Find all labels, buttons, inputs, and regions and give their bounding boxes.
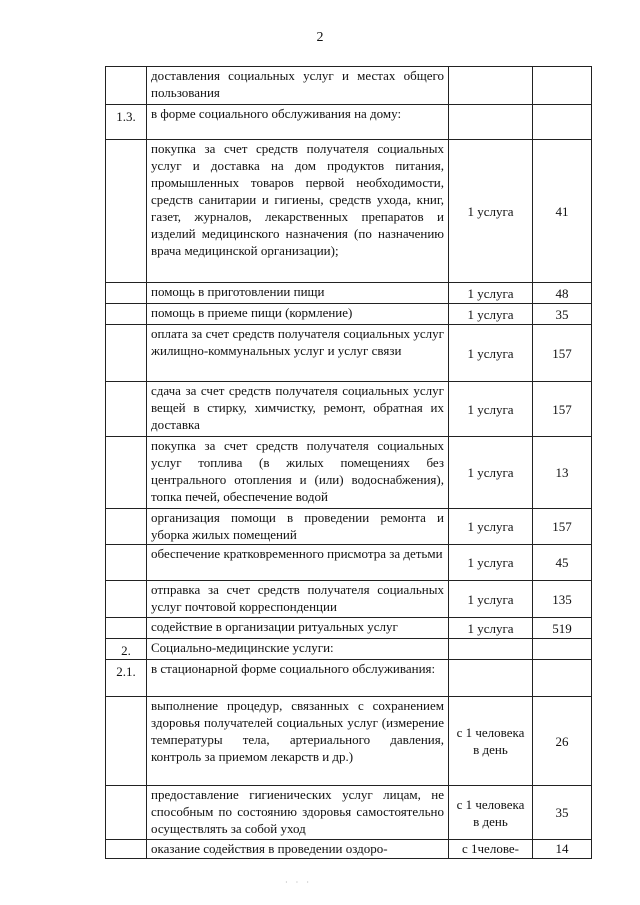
tariff-value: 135 <box>533 581 592 618</box>
row-number <box>106 618 147 639</box>
unit-of-measure: 1 услуга <box>449 382 533 437</box>
tariff-value <box>533 639 592 660</box>
row-number: 1.3. <box>106 105 147 140</box>
unit-of-measure: 1 услуга <box>449 140 533 283</box>
tariff-value: 519 <box>533 618 592 639</box>
service-description: в форме социального обслуживания на дому: <box>147 105 449 140</box>
service-description: доставления социальных услуг и местах общего пользования <box>147 67 449 105</box>
table-row <box>106 382 592 437</box>
page-number: 2 <box>316 30 324 45</box>
table-row <box>106 660 592 697</box>
row-number <box>106 67 147 105</box>
scan-dots: · · · <box>285 878 312 887</box>
row-number <box>106 697 147 786</box>
row-number <box>106 509 147 545</box>
unit-of-measure: 1 услуга <box>449 581 533 618</box>
tariff-value: 35 <box>533 786 592 840</box>
row-number <box>106 545 147 581</box>
unit-of-measure: с 1 человека в день <box>449 786 533 840</box>
table-row <box>106 618 592 639</box>
table-row <box>106 509 592 545</box>
tariff-value: 26 <box>533 697 592 786</box>
row-number <box>106 437 147 509</box>
table-row <box>106 437 592 509</box>
service-description: содействие в организации ритуальных услуг <box>147 618 449 639</box>
service-description: помощь в приготовлении пищи <box>147 283 449 304</box>
tariff-value: 45 <box>533 545 592 581</box>
unit-of-measure <box>449 105 533 140</box>
row-number <box>106 840 147 859</box>
service-description: организация помощи в проведении ремонта и уборка жилых помещений <box>147 509 449 545</box>
tariff-value: 35 <box>533 304 592 325</box>
row-number <box>106 283 147 304</box>
table-row <box>106 67 592 105</box>
tariff-value: 48 <box>533 283 592 304</box>
tariff-table <box>105 66 592 859</box>
unit-of-measure: 1 услуга <box>449 437 533 509</box>
table-row <box>106 325 592 382</box>
tariff-value <box>533 67 592 105</box>
tariff-value: 157 <box>533 509 592 545</box>
unit-of-measure: 1 услуга <box>449 618 533 639</box>
table-row <box>106 105 592 140</box>
row-number: 2.1. <box>106 660 147 697</box>
row-number <box>106 140 147 283</box>
row-number <box>106 786 147 840</box>
tariff-value: 157 <box>533 382 592 437</box>
tariff-value <box>533 105 592 140</box>
service-description: предоставление гигиенических услуг лицам, не способным по состоянию здоровья самостоятельно осуществлять за собой уход <box>147 786 449 840</box>
table-row <box>106 140 592 283</box>
unit-of-measure: с 1челове- <box>449 840 533 859</box>
unit-of-measure: 1 услуга <box>449 509 533 545</box>
table-row <box>106 283 592 304</box>
service-description: выполнение процедур, связанных с сохранением здоровья получателей социальных услуг (измерение температуры тела, артериального давления, контроль за приемом лекарств и др.) <box>147 697 449 786</box>
unit-of-measure: 1 услуга <box>449 325 533 382</box>
service-description: покупка за счет средств получателя социальных услуг и доставка на дом продуктов питания, промышленных товаров первой необходимости, средств санитарии и гигиены, средств ухода, книг, газет, журналов, лекарственных препаратов и изделий медицинского назначения (по назначению врача медицинской организации); <box>147 140 449 283</box>
unit-of-measure: с 1 человека в день <box>449 697 533 786</box>
row-number <box>106 382 147 437</box>
table-row <box>106 697 592 786</box>
service-description: в стационарной форме социального обслуживания: <box>147 660 449 697</box>
row-number: 2. <box>106 639 147 660</box>
unit-of-measure: 1 услуга <box>449 545 533 581</box>
table-row <box>106 786 592 840</box>
table-row <box>106 639 592 660</box>
service-description: обеспечение кратковременного присмотра за детьми <box>147 545 449 581</box>
service-description: оказание содействия в проведении оздоро- <box>147 840 449 859</box>
tariff-value: 41 <box>533 140 592 283</box>
tariff-value: 14 <box>533 840 592 859</box>
unit-of-measure: 1 услуга <box>449 283 533 304</box>
table-row <box>106 581 592 618</box>
service-description: сдача за счет средств получателя социальных услуг вещей в стирку, химчистку, ремонт, обратная их доставка <box>147 382 449 437</box>
tariff-value: 13 <box>533 437 592 509</box>
service-description: Социально-медицинские услуги: <box>147 639 449 660</box>
unit-of-measure <box>449 660 533 697</box>
service-description: оплата за счет средств получателя социальных услуг жилищно-коммунальных услуг и услуг связи <box>147 325 449 382</box>
table-row <box>106 840 592 859</box>
tariff-value: 157 <box>533 325 592 382</box>
service-description: помощь в приеме пищи (кормление) <box>147 304 449 325</box>
row-number <box>106 581 147 618</box>
table-row <box>106 304 592 325</box>
unit-of-measure: 1 услуга <box>449 304 533 325</box>
unit-of-measure <box>449 639 533 660</box>
table-row <box>106 545 592 581</box>
service-description: отправка за счет средств получателя социальных услуг почтовой корреспонденции <box>147 581 449 618</box>
unit-of-measure <box>449 67 533 105</box>
service-description: покупка за счет средств получателя социальных услуг топлива (в жилых помещениях без центрального отопления и (или) водоснабжения), топка печей, обеспечение водой <box>147 437 449 509</box>
row-number <box>106 304 147 325</box>
tariff-value <box>533 660 592 697</box>
row-number <box>106 325 147 382</box>
table-body <box>106 67 592 859</box>
